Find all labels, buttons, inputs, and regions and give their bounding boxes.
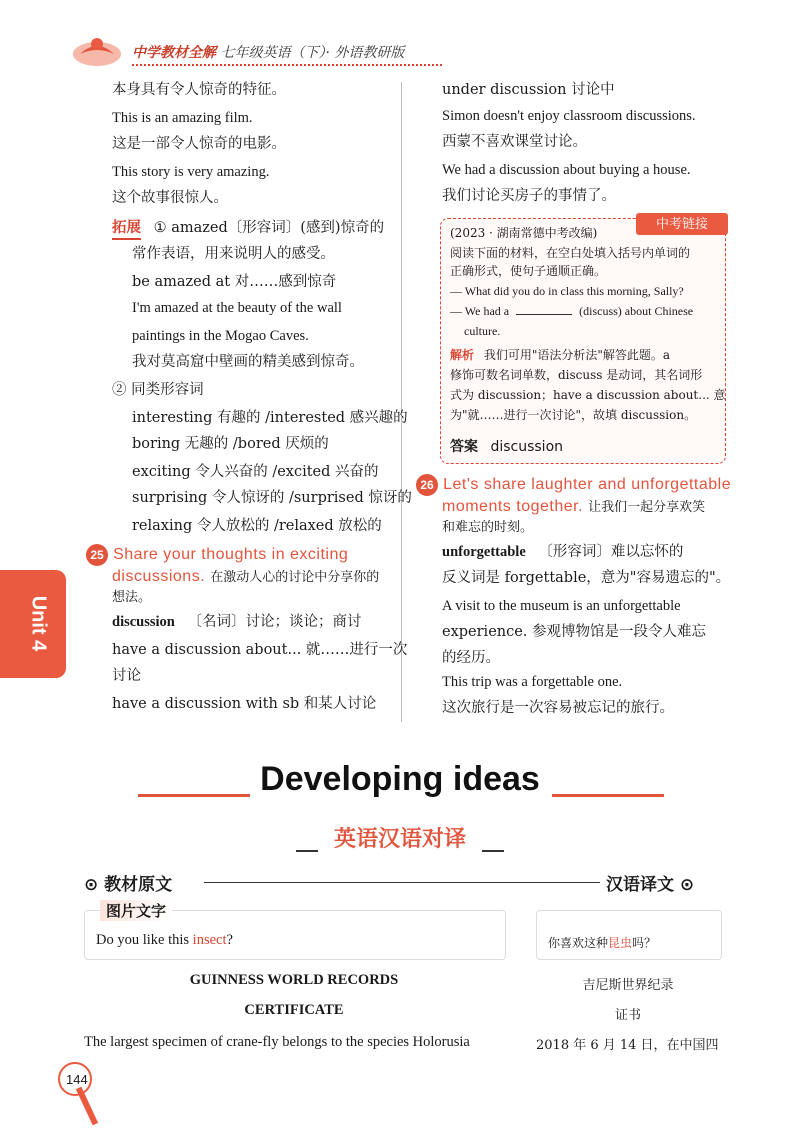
example-en: This trip was a forgettable one. xyxy=(442,674,623,690)
example-cn: 西蒙不喜欢课堂讨论。 xyxy=(442,134,587,150)
analysis-tag: 解析 xyxy=(450,348,475,362)
extension-block xyxy=(112,218,384,240)
example-cn: 这次旅行是一次容易被忘记的旅行。 xyxy=(442,700,674,716)
item-25-line2 xyxy=(112,566,379,586)
exam-instruction: 正确形式，使句子通顺正确。 xyxy=(450,264,607,278)
item-25-english: Share your thoughts in exciting xyxy=(113,546,349,563)
extension-example-cn: 我对莫高窟中壁画的精美感到惊奇。 xyxy=(132,354,364,370)
highlight-word: insect xyxy=(192,932,227,948)
vocab-word: unforgettable xyxy=(442,544,526,560)
exam-link-badge: 中考链接 xyxy=(636,213,728,235)
item-number-badge: 25 xyxy=(86,544,108,566)
header-title xyxy=(132,42,404,62)
subtitle-line-right xyxy=(482,850,504,852)
exam-question-part: (discuss) about Chinese xyxy=(579,304,694,318)
picture-question-cn xyxy=(548,934,656,951)
header-divider xyxy=(132,64,442,66)
extension-example: I'm amazed at the beauty of the wall xyxy=(132,300,342,316)
magnifier-handle xyxy=(76,1087,98,1126)
answer-tag: 答案 xyxy=(450,439,478,455)
title-underline-right xyxy=(552,794,664,797)
question-part: 吗？ xyxy=(632,936,657,950)
circle-arrow-icon: ⊙ xyxy=(679,875,695,895)
translation-label-text: 汉语译文 xyxy=(606,875,674,895)
record-title-en: GUINNESS WORLD RECORDS xyxy=(189,972,399,988)
original-text-label xyxy=(84,870,172,895)
section-rule xyxy=(204,882,600,883)
analysis-text: 式为 discussion；have a discussion about... 意 xyxy=(450,388,726,402)
subtitle-line-left xyxy=(296,850,318,852)
intro-text: 本身具有令人惊奇的特征。 xyxy=(112,82,286,98)
item-25-english: discussions. xyxy=(112,568,206,585)
body-en: The largest specimen of crane-fly belongs to the species Holorusia xyxy=(84,1034,470,1050)
item-25-chinese: 想法。 xyxy=(112,590,152,605)
extension-text: 常作表语，用来说明人的感受。 xyxy=(132,246,335,262)
item-25-heading xyxy=(86,544,348,566)
example-en: Simon doesn't enjoy classroom discussions. xyxy=(442,108,696,124)
extension-example: paintings in the Mogao Caves. xyxy=(132,328,309,344)
item-number-badge: 26 xyxy=(416,474,438,496)
answer-line xyxy=(450,436,563,456)
analysis-text: 我们可用"语法分析法"解答此题。a xyxy=(483,348,671,362)
item-26-line2 xyxy=(442,496,705,516)
vocab-definition: 〔形容词〕难以忘怀的 xyxy=(538,544,684,560)
example-cn: 这个故事很惊人。 xyxy=(112,190,228,206)
title-underline-left xyxy=(138,794,250,797)
analysis-text: 修饰可数名词单数，discuss 是动词，其名词形 xyxy=(450,368,703,382)
analysis-line xyxy=(450,346,670,364)
vocab-entry xyxy=(442,542,683,562)
body-cn: 2018 年 6 月 14 日，在中国四 xyxy=(536,1038,719,1053)
adjective-pair: surprising 令人惊讶的 /surprised 惊讶的 xyxy=(132,490,412,506)
picture-text-label: 图片文字 xyxy=(100,900,172,921)
vocab-entry xyxy=(112,612,361,632)
item-26-english: Let's share laughter and unforgettable xyxy=(443,476,732,493)
unit-tab-label: Unit 4 xyxy=(27,595,50,652)
item-26-english: moments together. xyxy=(442,498,584,515)
extension-text: ① amazed〔形容词〕(感到)惊奇的 xyxy=(153,220,385,236)
adjective-pair: boring 无趣的 /bored 厌烦的 xyxy=(132,436,329,452)
book-logo-icon xyxy=(70,32,124,68)
exam-question xyxy=(450,302,693,320)
vocab-definition: 〔名词〕讨论；谈论；商讨 xyxy=(187,614,362,630)
example-cn: 的经历。 xyxy=(442,650,500,666)
original-text-label-text: 教材原文 xyxy=(104,875,173,895)
extension-tag: 拓展 xyxy=(112,218,141,240)
question-part: ? xyxy=(226,932,233,948)
item-26-heading xyxy=(416,474,731,496)
exam-instruction: 阅读下面的材料，在空白处填入括号内单词的 xyxy=(450,246,691,260)
translation-label xyxy=(606,870,694,895)
example-en: We had a discussion about buying a house. xyxy=(442,162,691,178)
phrase: under discussion 讨论中 xyxy=(442,82,615,98)
item-25-chinese: 在激动人心的讨论中分享你的 xyxy=(210,570,380,585)
example-cn: 这是一部令人惊奇的电影。 xyxy=(112,136,286,152)
extension-text: be amazed at 对……感到惊奇 xyxy=(132,274,337,290)
highlight-word: 昆虫 xyxy=(608,936,633,950)
picture-question-en xyxy=(96,930,233,950)
analysis-text: 为"就……进行一次讨论"，故填 discussion。 xyxy=(450,408,697,422)
section-subtitle: 英语汉语对译 xyxy=(333,827,466,852)
example-en: This story is very amazing. xyxy=(112,164,270,180)
example-en: A visit to the museum is an unforgettable xyxy=(442,598,681,614)
vocab-word: discussion xyxy=(112,614,175,630)
exam-source: (2023 · 湖南常德中考改编) xyxy=(450,226,598,240)
question-part: 你喜欢这种 xyxy=(548,936,609,950)
circle-arrow-icon: ⊙ xyxy=(84,875,99,895)
extension-heading: ② 同类形容词 xyxy=(112,382,204,398)
example-mixed: experience. 参观博物馆是一段令人难忘 xyxy=(442,624,707,640)
example-en: This is an amazing film. xyxy=(112,110,253,126)
answer-text: discussion xyxy=(490,439,564,455)
series-name: 中学教材全解 xyxy=(132,45,216,61)
item-26-chinese: 让我们一起分享欢笑 xyxy=(588,500,706,515)
question-part: Do you like this xyxy=(96,932,190,948)
phrase: have a discussion with sb 和某人讨论 xyxy=(112,696,377,712)
adjective-pair: relaxing 令人放松的 /relaxed 放松的 xyxy=(132,518,382,534)
adjective-pair: exciting 令人兴奋的 /excited 兴奋的 xyxy=(132,464,379,480)
adjective-pair: interesting 有趣的 /interested 感兴趣的 xyxy=(132,410,408,426)
exam-question-part: — We had a xyxy=(450,304,510,318)
example-cn: 我们讨论买房子的事情了。 xyxy=(442,188,616,204)
phrase: have a discussion about... 就……进行一次 xyxy=(112,642,408,658)
page-number: 144 xyxy=(66,1072,88,1087)
exam-question: — What did you do in class this morning, Sally? xyxy=(450,284,684,298)
phrase: 讨论 xyxy=(112,668,141,684)
record-title-cn: 吉尼斯世界纪录 xyxy=(582,978,674,993)
vocab-note: 反义词是 forgettable，意为"容易遗忘的"。 xyxy=(442,570,731,586)
certificate-cn: 证书 xyxy=(614,1008,641,1023)
section-title: Developing ideas xyxy=(260,760,540,798)
item-26-chinese: 和难忘的时刻。 xyxy=(442,520,534,535)
book-subtitle: 七年级英语（下）· 外语教研版 xyxy=(220,45,405,61)
answer-blank[interactable] xyxy=(516,314,572,315)
certificate-en: CERTIFICATE xyxy=(244,1002,344,1018)
column-divider xyxy=(401,82,402,722)
exam-question: culture. xyxy=(464,324,501,338)
